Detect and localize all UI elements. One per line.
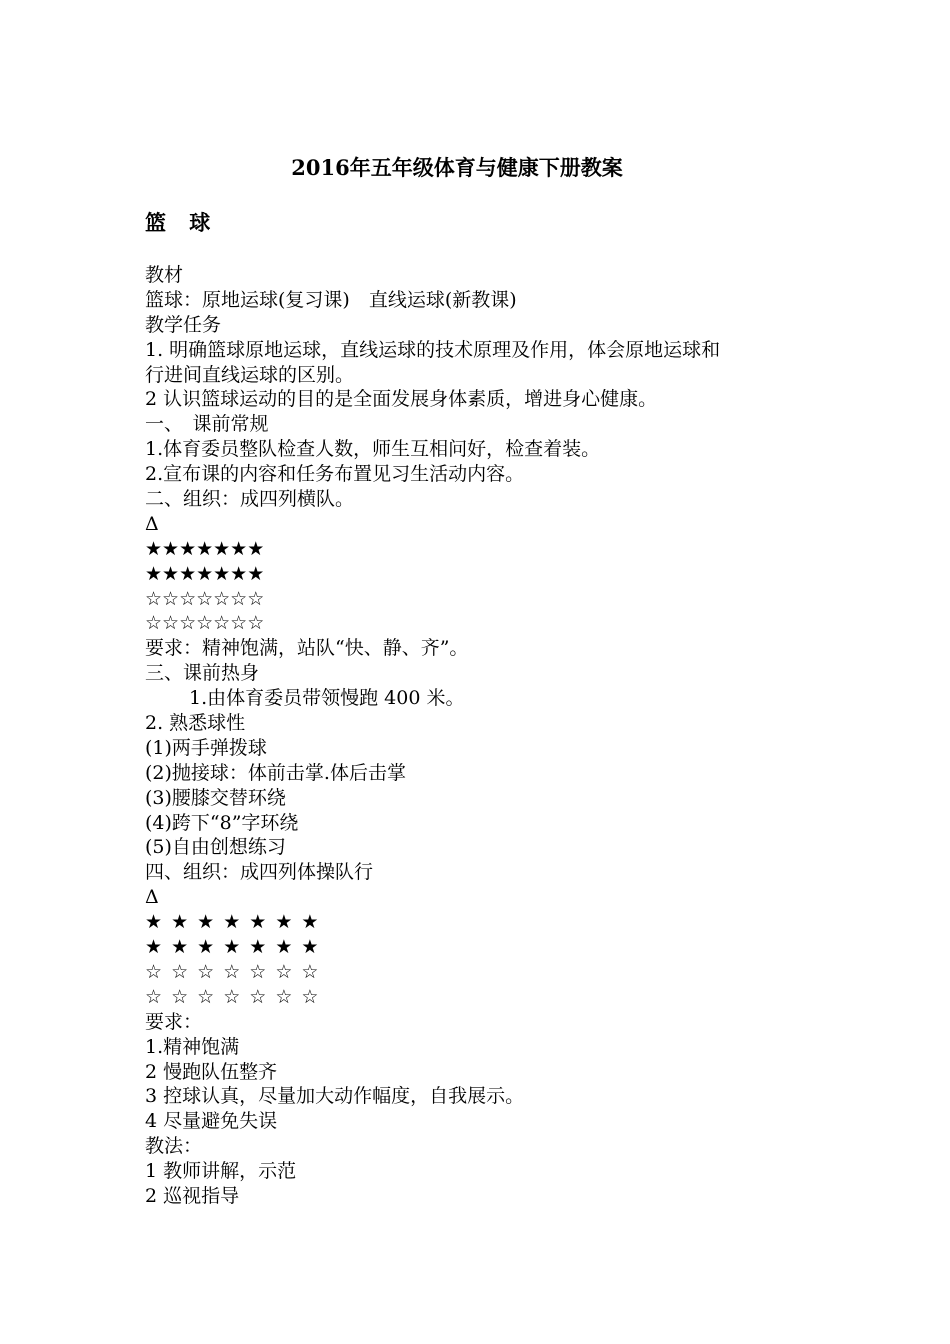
- text-line-section-4: 四、组织：成四列体操队行: [145, 861, 374, 884]
- text-line-drill-1: (1)两手弹拨球: [145, 736, 267, 759]
- text-line-section-2: 二、组织：成四列横队。: [145, 488, 355, 511]
- text-line-req-4: 4 尽量避免失误: [145, 1110, 278, 1133]
- text-line-method-1: 1 教师讲解，示范: [145, 1160, 297, 1183]
- formation-row-filled: ★ ★ ★ ★ ★ ★ ★: [145, 911, 319, 934]
- text-line-drill-3: (3)腰膝交替环绕: [145, 786, 286, 809]
- text-line-req-2: 2 慢跑队伍整齐: [145, 1060, 278, 1083]
- text-line-drill-5: (5)自由创想练习: [145, 836, 286, 859]
- text-line-requirement: 要求：精神饱满，站队“快、静、齐”。: [145, 637, 469, 660]
- formation-row-outline: ☆ ☆ ☆ ☆ ☆ ☆ ☆: [145, 960, 319, 983]
- text-line-routine-2: 2.宣布课的内容和任务布置见习生活动内容。: [145, 463, 525, 486]
- text-line-requirements-label: 要求：: [145, 1010, 203, 1033]
- text-line-req-3: 3 控球认真，尽量加大动作幅度，自我展示。: [145, 1085, 525, 1108]
- text-line-warmup-2: 2. 熟悉球性: [145, 712, 246, 735]
- text-line-task-label: 教学任务: [145, 313, 222, 336]
- text-line-method-label: 教法：: [145, 1135, 203, 1158]
- formation-row-filled: ★★★★★★★: [145, 537, 265, 560]
- teacher-marker: Δ: [145, 886, 159, 909]
- document-title: 2016年五年级体育与健康下册教案: [291, 155, 623, 180]
- text-line-req-1: 1.精神饱满: [145, 1035, 240, 1058]
- text-line-drill-2: (2)抛接球：体前击掌.体后击掌: [145, 761, 406, 784]
- formation-row-filled: ★ ★ ★ ★ ★ ★ ★: [145, 936, 319, 959]
- text-line-task-1-cont: 行进间直线运球的区别。: [145, 363, 355, 386]
- formation-row-outline: ☆☆☆☆☆☆☆: [145, 587, 265, 610]
- teacher-marker: Δ: [145, 512, 159, 535]
- formation-row-outline: ☆ ☆ ☆ ☆ ☆ ☆ ☆: [145, 985, 319, 1008]
- text-line-section-1: 一、 课前常规: [145, 413, 269, 436]
- text-line-task-2: 2 认识篮球运动的目的是全面发展身体素质，增进身心健康。: [145, 388, 658, 411]
- document-body: [145, 263, 825, 1209]
- section-heading: 篮 球: [145, 210, 219, 235]
- text-line-task-1: 1. 明确篮球原地运球，直线运球的技术原理及作用，体会原地运球和: [145, 338, 721, 361]
- text-line-section-3: 三、课前热身: [145, 662, 260, 685]
- text-line-warmup-1: 1.由体育委员带领慢跑 400 米。: [189, 687, 465, 710]
- text-line-routine-1: 1.体育委员整队检查人数，师生互相问好，检查着装。: [145, 438, 601, 461]
- text-line-method-2: 2 巡视指导: [145, 1184, 240, 1207]
- text-line-material-label: 教材: [145, 264, 184, 286]
- text-line-drill-4: (4)跨下“8”字环绕: [145, 811, 299, 834]
- text-line-material-content: 篮球：原地运球(复习课) 直线运球(新教课): [145, 288, 517, 311]
- formation-row-filled: ★★★★★★★: [145, 562, 265, 585]
- formation-row-outline: ☆☆☆☆☆☆☆: [145, 612, 265, 635]
